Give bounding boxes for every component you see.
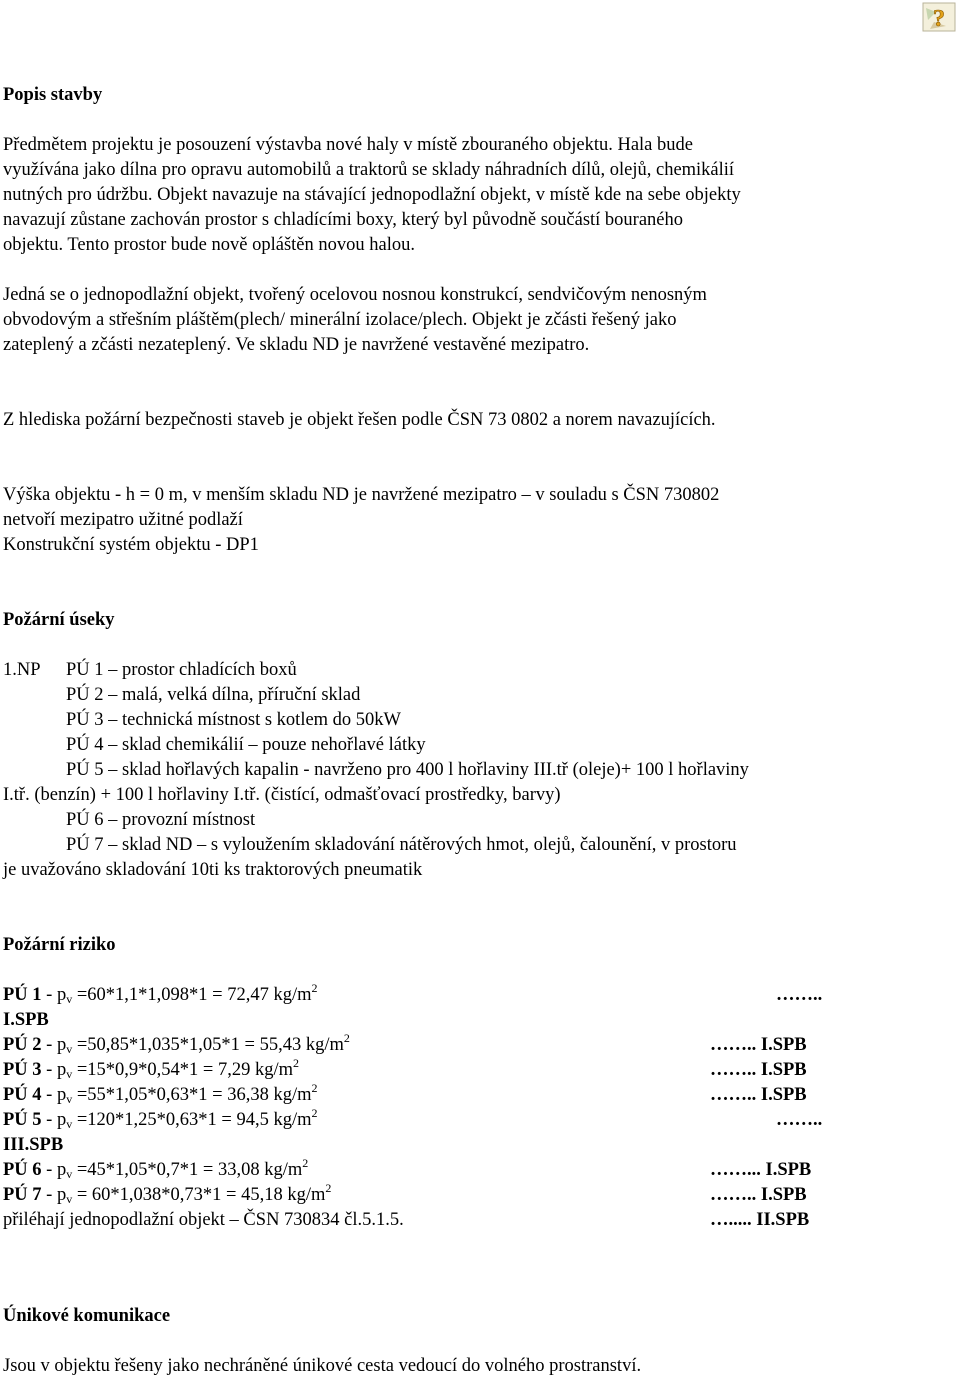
text-line: Konstrukční systém objektu - DP1 <box>3 535 259 555</box>
risk-class: …….. I.SPB <box>710 1035 807 1055</box>
risk-row: PÚ $7 - p_v = 60*1,038*0,73*1 = 45,18$ $kg/m^2$ …….. I.SPB <box>3 1181 807 1206</box>
list-item: PÚ 5 – sklad hořlavých kapalin - navrženo pro 400 l hořlaviny III.tř (oleje)+ 100 l hořlaviny <box>66 760 749 780</box>
text-line: navazují zůstane zachován prostor s chladícími boxy, který byl původně součástí bouraného <box>3 210 684 230</box>
text-line: zateplený a zčásti nezateplený. Ve skladu ND je navržené vestavěné mezipatro. <box>3 335 590 355</box>
text-line: Výška objektu - h = 0 m, v menším skladu ND je navržené mezipatro – v souladu s ČSN 730802 <box>3 485 720 505</box>
paragraph-popis-1 <box>3 133 943 258</box>
risk-row: PÚ $6 - p_v =45*1,05*0,7*1 = 33,08$ $kg/m^2$ ……... I.SPB <box>3 1156 812 1181</box>
risk-row: PÚ $5 - p_v =120*1,25*0,63*1 = 94,5$ $kg/m^2$ …….. III.SPB <box>3 1108 953 1133</box>
list-item: 1.NP PÚ 1 – prostor chladících boxů <box>3 658 943 683</box>
text-line: netvoří mezipatro užitné podlaží <box>3 510 243 530</box>
risk-row: PÚ $1 - p_v =60*1,1*1,098*1 = 72,47$ $kg/m^2$ …….. I.SPB <box>3 983 953 1008</box>
list-item: PÚ 2 – malá, velká dílna, příruční sklad <box>66 685 361 705</box>
section-title-unik: Únikové komunikace <box>3 1306 171 1326</box>
risk-class: …….. I.SPB <box>710 1085 807 1105</box>
risk-row-adjacent: přiléhají jednopodlažní objekt – ČSN 730834 čl.5.1.5. …..... II.SPB <box>3 1208 953 1233</box>
list-item: PÚ 6 – provozní místnost <box>66 810 256 830</box>
risk-row: PÚ $2 - p_v =50,85*1,035*1,05*1 = 55,43$ $kg/m^2$ …….. I.SPB <box>3 1031 807 1056</box>
risk-row: PÚ $4 - p_v =55*1,05*0,63*1 = 36,38$ $kg/m^2$ …….. I.SPB <box>3 1081 807 1106</box>
risk-class: ……... I.SPB <box>710 1160 812 1180</box>
text-line: Z hlediska požární bezpečnosti staveb je objekt řešen podle ČSN 73 0802 a norem navazujících. <box>3 410 716 430</box>
floor-label: 1.NP <box>3 660 41 680</box>
text-line: nutných pro údržbu. Objekt navazuje na stávající jednopodlažní objekt, v místě kde na sebe objekty <box>3 185 741 205</box>
paragraph-popis-3 <box>3 408 943 433</box>
risk-class: …..... II.SPB <box>710 1210 810 1230</box>
list-item: PÚ 4 – sklad chemikálií – pouze nehořlavé látky <box>66 735 426 755</box>
risk-row: PÚ $3 - p_v =15*0,9*0,54*1 = 7,29$ $kg/m^2$ …….. I.SPB <box>3 1056 807 1081</box>
text-line: Jsou v objektu řešeny jako nechráněné únikové cesta vedoucí do volného prostranství. <box>3 1356 642 1376</box>
fire-sections-list <box>3 658 943 883</box>
section-title-riziko: Požární riziko <box>3 935 116 955</box>
section-title-useky: Požární úseky <box>3 610 115 630</box>
risk-class: III.SPB <box>3 1135 64 1155</box>
list-item: PÚ 3 – technická místnost s kotlem do 50kW <box>66 710 402 730</box>
text-line: Jedná se o jednopodlažní objekt, tvořený ocelovou nosnou konstrukcí, sendvičovým nenosným <box>3 285 707 305</box>
list-item: PÚ 7 – sklad ND – s vyloužením skladování nátěrových hmot, olejů, čalounění, v prostoru <box>66 835 737 855</box>
text-line: obvodovým a střešním pláštěm(plech/ minerální izolace/plech. Objekt je zčásti řešený jako <box>3 310 677 330</box>
text-line: Předmětem projektu je posouzení výstavba nové haly v místě zbouraného objektu. Hala bude <box>3 135 693 155</box>
text-line: objektu. Tento prostor bude nově opláštěn novou halou. <box>3 235 415 255</box>
question-mark-logo-icon <box>922 2 956 32</box>
list-item-continuation: I.tř. (benzín) + 100 l hořlaviny I.tř. (čistící, odmašťovací prostředky, barvy) <box>3 785 561 805</box>
section-title-popis: Popis stavby <box>3 85 103 105</box>
paragraph-popis-2 <box>3 283 943 358</box>
risk-class: …….. I.SPB <box>710 1185 807 1205</box>
risk-class: I.SPB <box>3 1010 49 1030</box>
risk-class: …….. I.SPB <box>710 1060 807 1080</box>
svg-text:?: ? <box>933 6 945 32</box>
text-line: využívána jako dílna pro opravu automobilů a traktorů se sklady náhradních dílů, olejů, chemikálií <box>3 160 735 180</box>
risk-class-dots: …….. <box>776 1110 823 1130</box>
paragraph-popis-4 <box>3 483 943 558</box>
risk-class-dots: …….. <box>776 985 823 1005</box>
paragraph-unik <box>3 1354 943 1379</box>
list-item-continuation: je uvažováno skladování 10ti ks traktorových pneumatik <box>3 860 423 880</box>
